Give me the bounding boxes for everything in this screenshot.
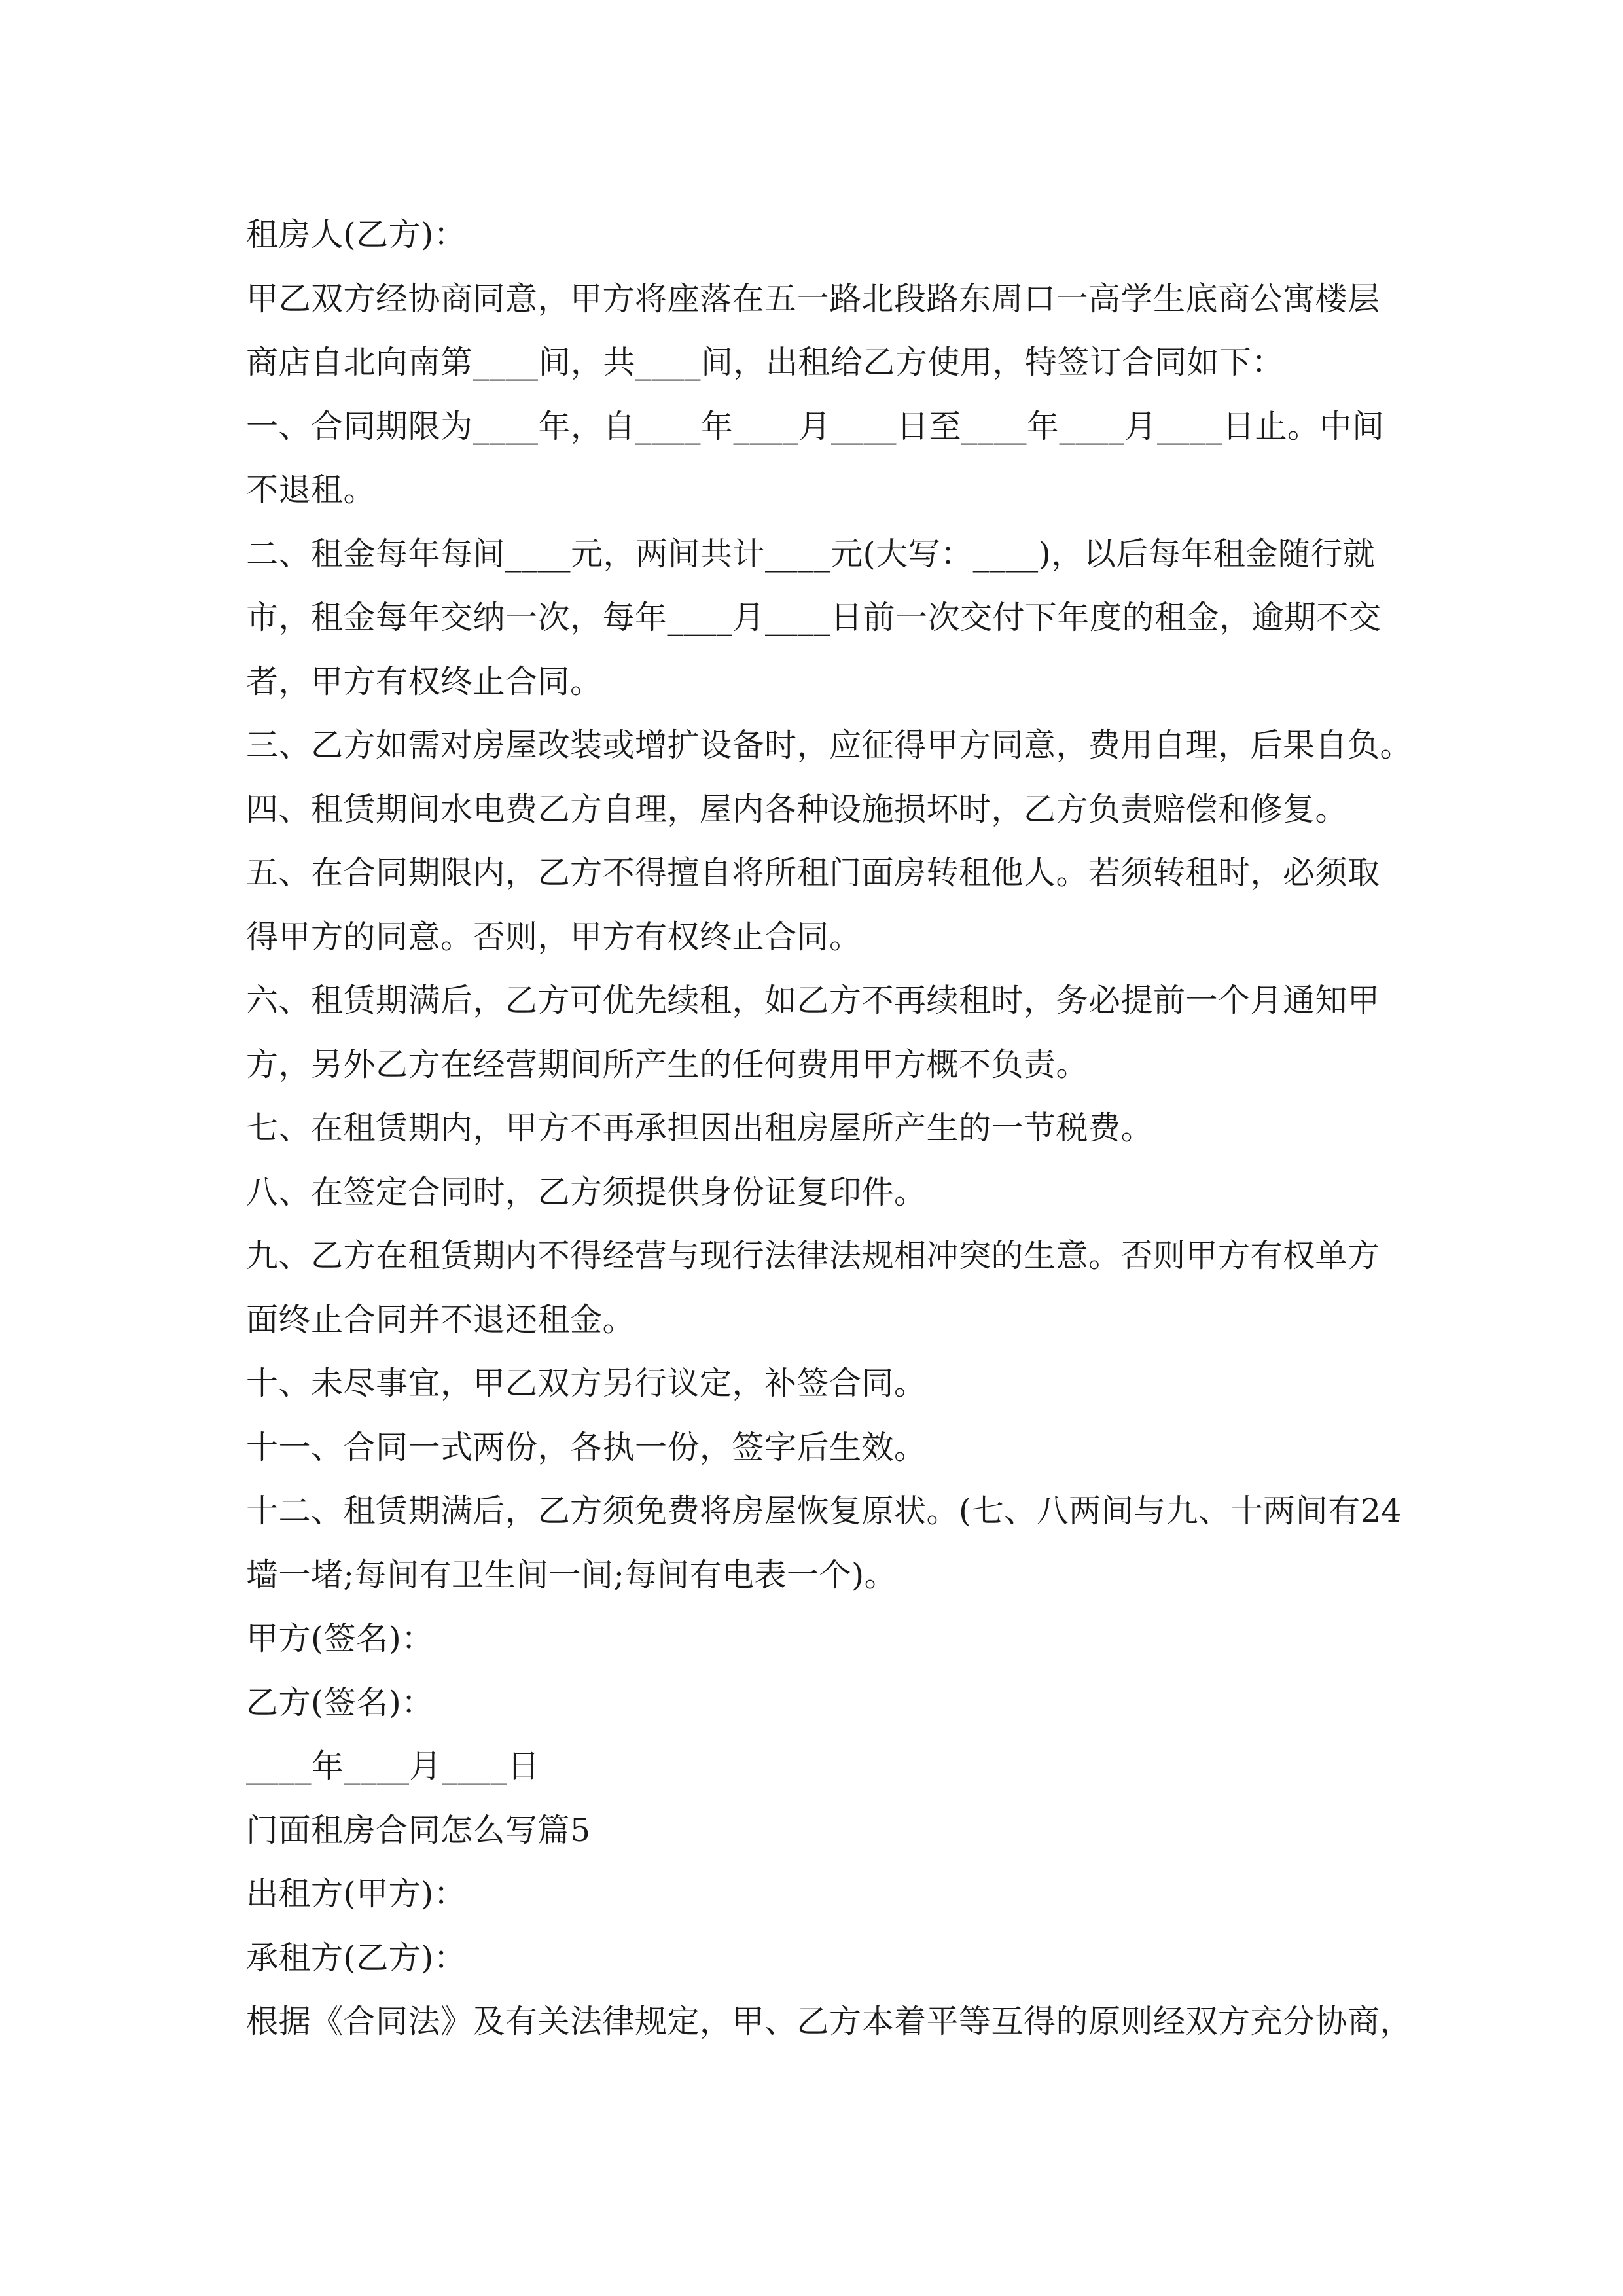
- text-line: 商店自北向南第____间，共____间，出租给乙方使用，特签订合同如下：: [246, 344, 1285, 381]
- text-line: 十一、合同一式两份，各执一份，签字后生效。: [246, 1428, 927, 1466]
- text-line: 七、在租赁期内，甲方不再承担因出租房屋所产生的一节税费。: [246, 1109, 1154, 1147]
- text-line: 出租方(甲方)：: [246, 1875, 467, 1912]
- text-line: 承租方(乙方)：: [246, 1939, 467, 1977]
- text-line: 市，租金每年交纳一次，每年____月____日前一次交付下年度的租金，逾期不交: [246, 599, 1382, 636]
- document-body: [246, 203, 1413, 2054]
- text-line: 十、未尽事宜，甲乙双方另行议定，补签合同。: [246, 1365, 927, 1402]
- text-line: 四、租赁期间水电费乙方自理，屋内各种设施损坏时，乙方负责赔偿和修复。: [246, 790, 1348, 828]
- text-line: 面终止合同并不退还租金。: [246, 1300, 635, 1338]
- text-line: 五、在合同期限内，乙方不得擅自将所租门面房转租他人。若须转租时，必须取: [246, 854, 1380, 891]
- section-heading: 门面租房合同怎么写篇5: [246, 1811, 591, 1849]
- text-line: 一、合同期限为____年，自____年____月____日至____年____月____日止。中间: [246, 407, 1385, 445]
- party-b-signature-line: 乙方(签名)：: [246, 1683, 434, 1721]
- text-line: 二、租金每年每间____元，两间共计____元(大写：____)，以后每年租金随行就: [246, 535, 1376, 573]
- text-line: 十二、租赁期满后，乙方须免费将房屋恢复原状。(七、八两间与九、十两间有24: [246, 1492, 1402, 1530]
- text-line: 根据《合同法》及有关法律规定，甲、乙方本着平等互得的原则经双方充分协商，: [246, 2003, 1413, 2040]
- text-line: 九、乙方在租赁期内不得经营与现行法律法规相冲突的生意。否则甲方有权单方: [246, 1237, 1380, 1274]
- text-line: 墙一堵;每间有卫生间一间;每间有电表一个)。: [246, 1556, 897, 1594]
- party-a-signature-line: 甲方(签名)：: [246, 1620, 434, 1657]
- text-line: 租房人(乙方)：: [246, 216, 467, 253]
- text-line: 方，另外乙方在经营期间所产生的任何费用甲方概不负责。: [246, 1045, 1089, 1083]
- text-line: 八、在签定合同时，乙方须提供身份证复印件。: [246, 1173, 927, 1211]
- text-line: 六、租赁期满后，乙方可优先续租，如乙方不再续租时，务必提前一个月通知甲: [246, 982, 1380, 1019]
- text-line: 得甲方的同意。否则，甲方有权终止合同。: [246, 918, 862, 956]
- text-line: 不退租。: [246, 471, 376, 509]
- date-line: ____年____月____日: [246, 1748, 540, 1785]
- text-line: 者，甲方有权终止合同。: [246, 662, 603, 700]
- text-line: 甲乙双方经协商同意，甲方将座落在五一路北段路东周口一高学生底商公寓楼层: [246, 279, 1380, 317]
- text-line: 三、乙方如需对房屋改装或增扩设备时，应征得甲方同意，费用自理，后果自负。: [246, 726, 1413, 764]
